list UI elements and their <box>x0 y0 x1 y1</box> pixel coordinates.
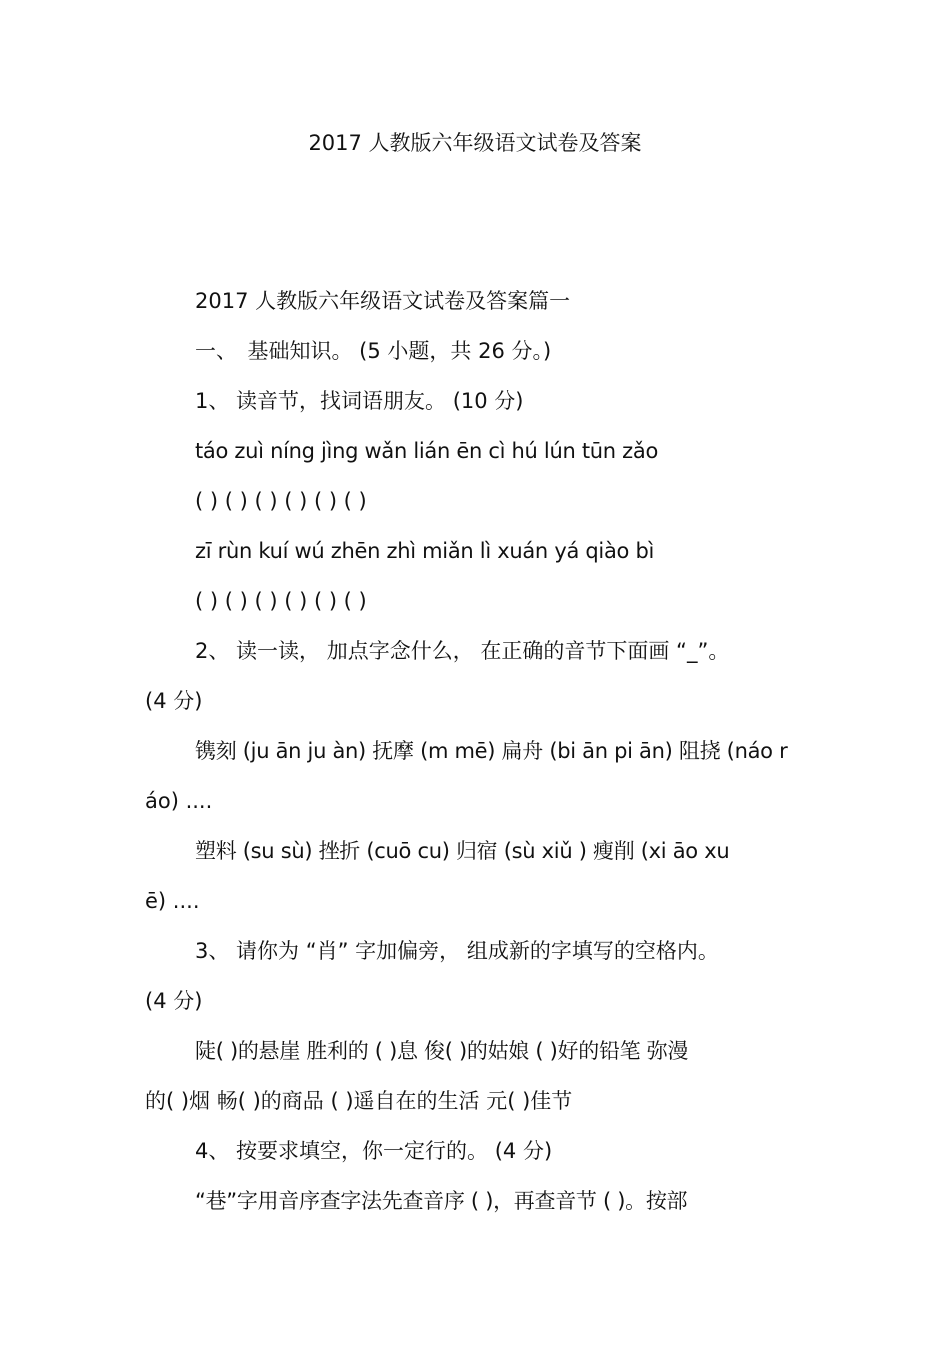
question-score: (4 分) <box>145 989 203 1013</box>
document-title: 2017 人教版六年级语文试卷及答案 <box>308 131 642 155</box>
question-score: (4 分) <box>145 689 203 713</box>
question-4: 4、 按要求填空，你一定行的。 (4 分) <box>195 1139 553 1163</box>
question-2-items-cont: áo) .... <box>145 789 213 813</box>
question-3-items-cont: 的( )烟 畅( )的商品 ( )遥自在的生活 元( )佳节 <box>145 1089 573 1113</box>
section-heading: 2017 人教版六年级语文试卷及答案篇一 <box>195 289 571 313</box>
question-3-items: 陡( )的悬崖 胜利的 ( )息 俊( )的姑娘 ( )好的铅笔 弥漫 <box>195 1039 689 1063</box>
question-4-text: “巷”字用音序查字法先查音序 ( )，再查音节 ( )。按部 <box>195 1189 688 1213</box>
part-heading: 一、 基础知识。 (5 小题，共 26 分。) <box>195 339 552 363</box>
pinyin-line: táo zuì níng jìng wǎn lián ēn cì hú lún tūn zǎo <box>195 439 659 463</box>
document-body <box>145 276 813 1226</box>
pinyin-line: zī rùn kuí wú zhēn zhì miǎn lì xuán yá qiào bì <box>195 539 655 563</box>
question-2-items-cont: ē) .... <box>145 889 200 913</box>
question-1: 1、 读音节，找词语朋友。 (10 分) <box>195 389 524 413</box>
question-2-items: 镌刻 (ju ān ju àn) 抚摩 (m mē) 扁舟 (bi ān pi ān) 阻挠 (náo r <box>195 739 788 763</box>
question-2: 2、 读一读， 加点字念什么， 在正确的音节下面画 “_”。 <box>195 639 730 663</box>
question-2-items: 塑料 (su sù) 挫折 (cuō cu) 归宿 (sù xiǔ ) 瘦削 (xi āo xu <box>195 839 730 863</box>
answer-blanks: ( ) ( ) ( ) ( ) ( ) ( ) <box>195 589 367 613</box>
answer-blanks: ( ) ( ) ( ) ( ) ( ) ( ) <box>195 489 367 513</box>
question-3: 3、 请你为 “肖” 字加偏旁， 组成新的字填写的空格内。 <box>195 939 719 963</box>
